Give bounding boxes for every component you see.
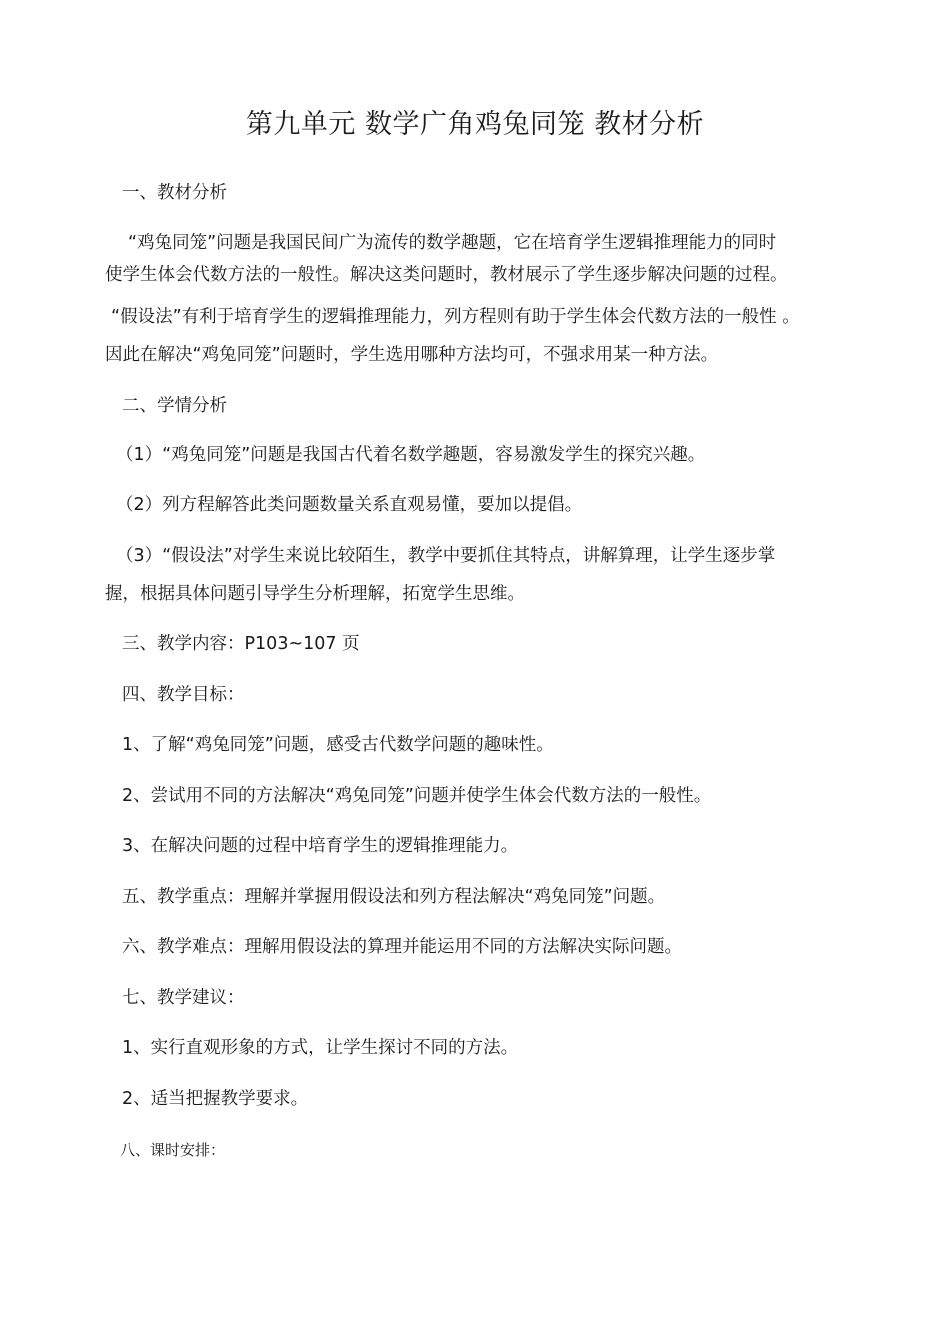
section8-heading: 八、课时安排： [120, 1141, 226, 1159]
suggestion-item-1: 1、实行直观形象的方式，让学生探讨不同的方法。 [122, 1038, 519, 1058]
section7-heading: 七、教学建议： [122, 988, 245, 1008]
section2-item-3-line-1: （3）“假设法”对学生来说比较陌生，教学中要抓住其特点，讲解算理，让学生逐步掌 [116, 546, 776, 566]
section1-line-4: 因此在解决“鸡兔同笼”问题时，学生选用哪种方法均可，不强求用某一种方法。 [105, 345, 719, 365]
section5-key-points: 五、教学重点：理解并掌握用假设法和列方程法解决“鸡兔同笼”问题。 [122, 887, 666, 907]
goal-item-2: 2、尝试用不同的方法解决“鸡兔同笼”问题并使学生体会代数方法的一般性。 [122, 786, 712, 806]
section1-heading: 一、教材分析 [122, 183, 227, 203]
section2-item-1: （1）“鸡兔同笼”问题是我国古代着名数学趣题，容易激发学生的探究兴趣。 [116, 445, 706, 465]
page-title: 第九单元 数学广角鸡兔同笼 教材分析 [245, 109, 705, 140]
section1-line-1: “鸡兔同笼”问题是我国民间广为流传的数学趣题，它在培育学生逻辑推理能力的同时 [128, 233, 777, 253]
goal-item-1: 1、了解“鸡兔同笼”问题，感受古代数学问题的趣味性。 [122, 735, 554, 755]
suggestion-item-2: 2、适当把握教学要求。 [122, 1089, 309, 1109]
section4-heading: 四、教学目标： [122, 685, 245, 705]
section3-teaching-content: 三、教学内容：P103~107 页 [122, 634, 360, 654]
section2-heading: 二、学情分析 [122, 396, 227, 416]
section6-difficulties: 六、教学难点：理解用假设法的算理并能运用不同的方法解决实际问题。 [122, 937, 682, 957]
goal-item-3: 3、在解决问题的过程中培育学生的逻辑推理能力。 [122, 836, 519, 856]
section1-line-3: “假设法”有利于培育学生的逻辑推理能力，列方程则有助于学生体会代数方法的一般性 。 [111, 307, 800, 327]
section2-item-2: （2）列方程解答此类问题数量关系直观易懂，要加以提倡。 [116, 495, 583, 515]
section2-item-3-line-2: 握，根据具体问题引导学生分析理解，拓宽学生思维。 [105, 584, 525, 604]
section1-line-2: 使学生体会代数方法的一般性。解决这类问题时，教材展示了学生逐步解决问题的过程。 [105, 265, 788, 285]
